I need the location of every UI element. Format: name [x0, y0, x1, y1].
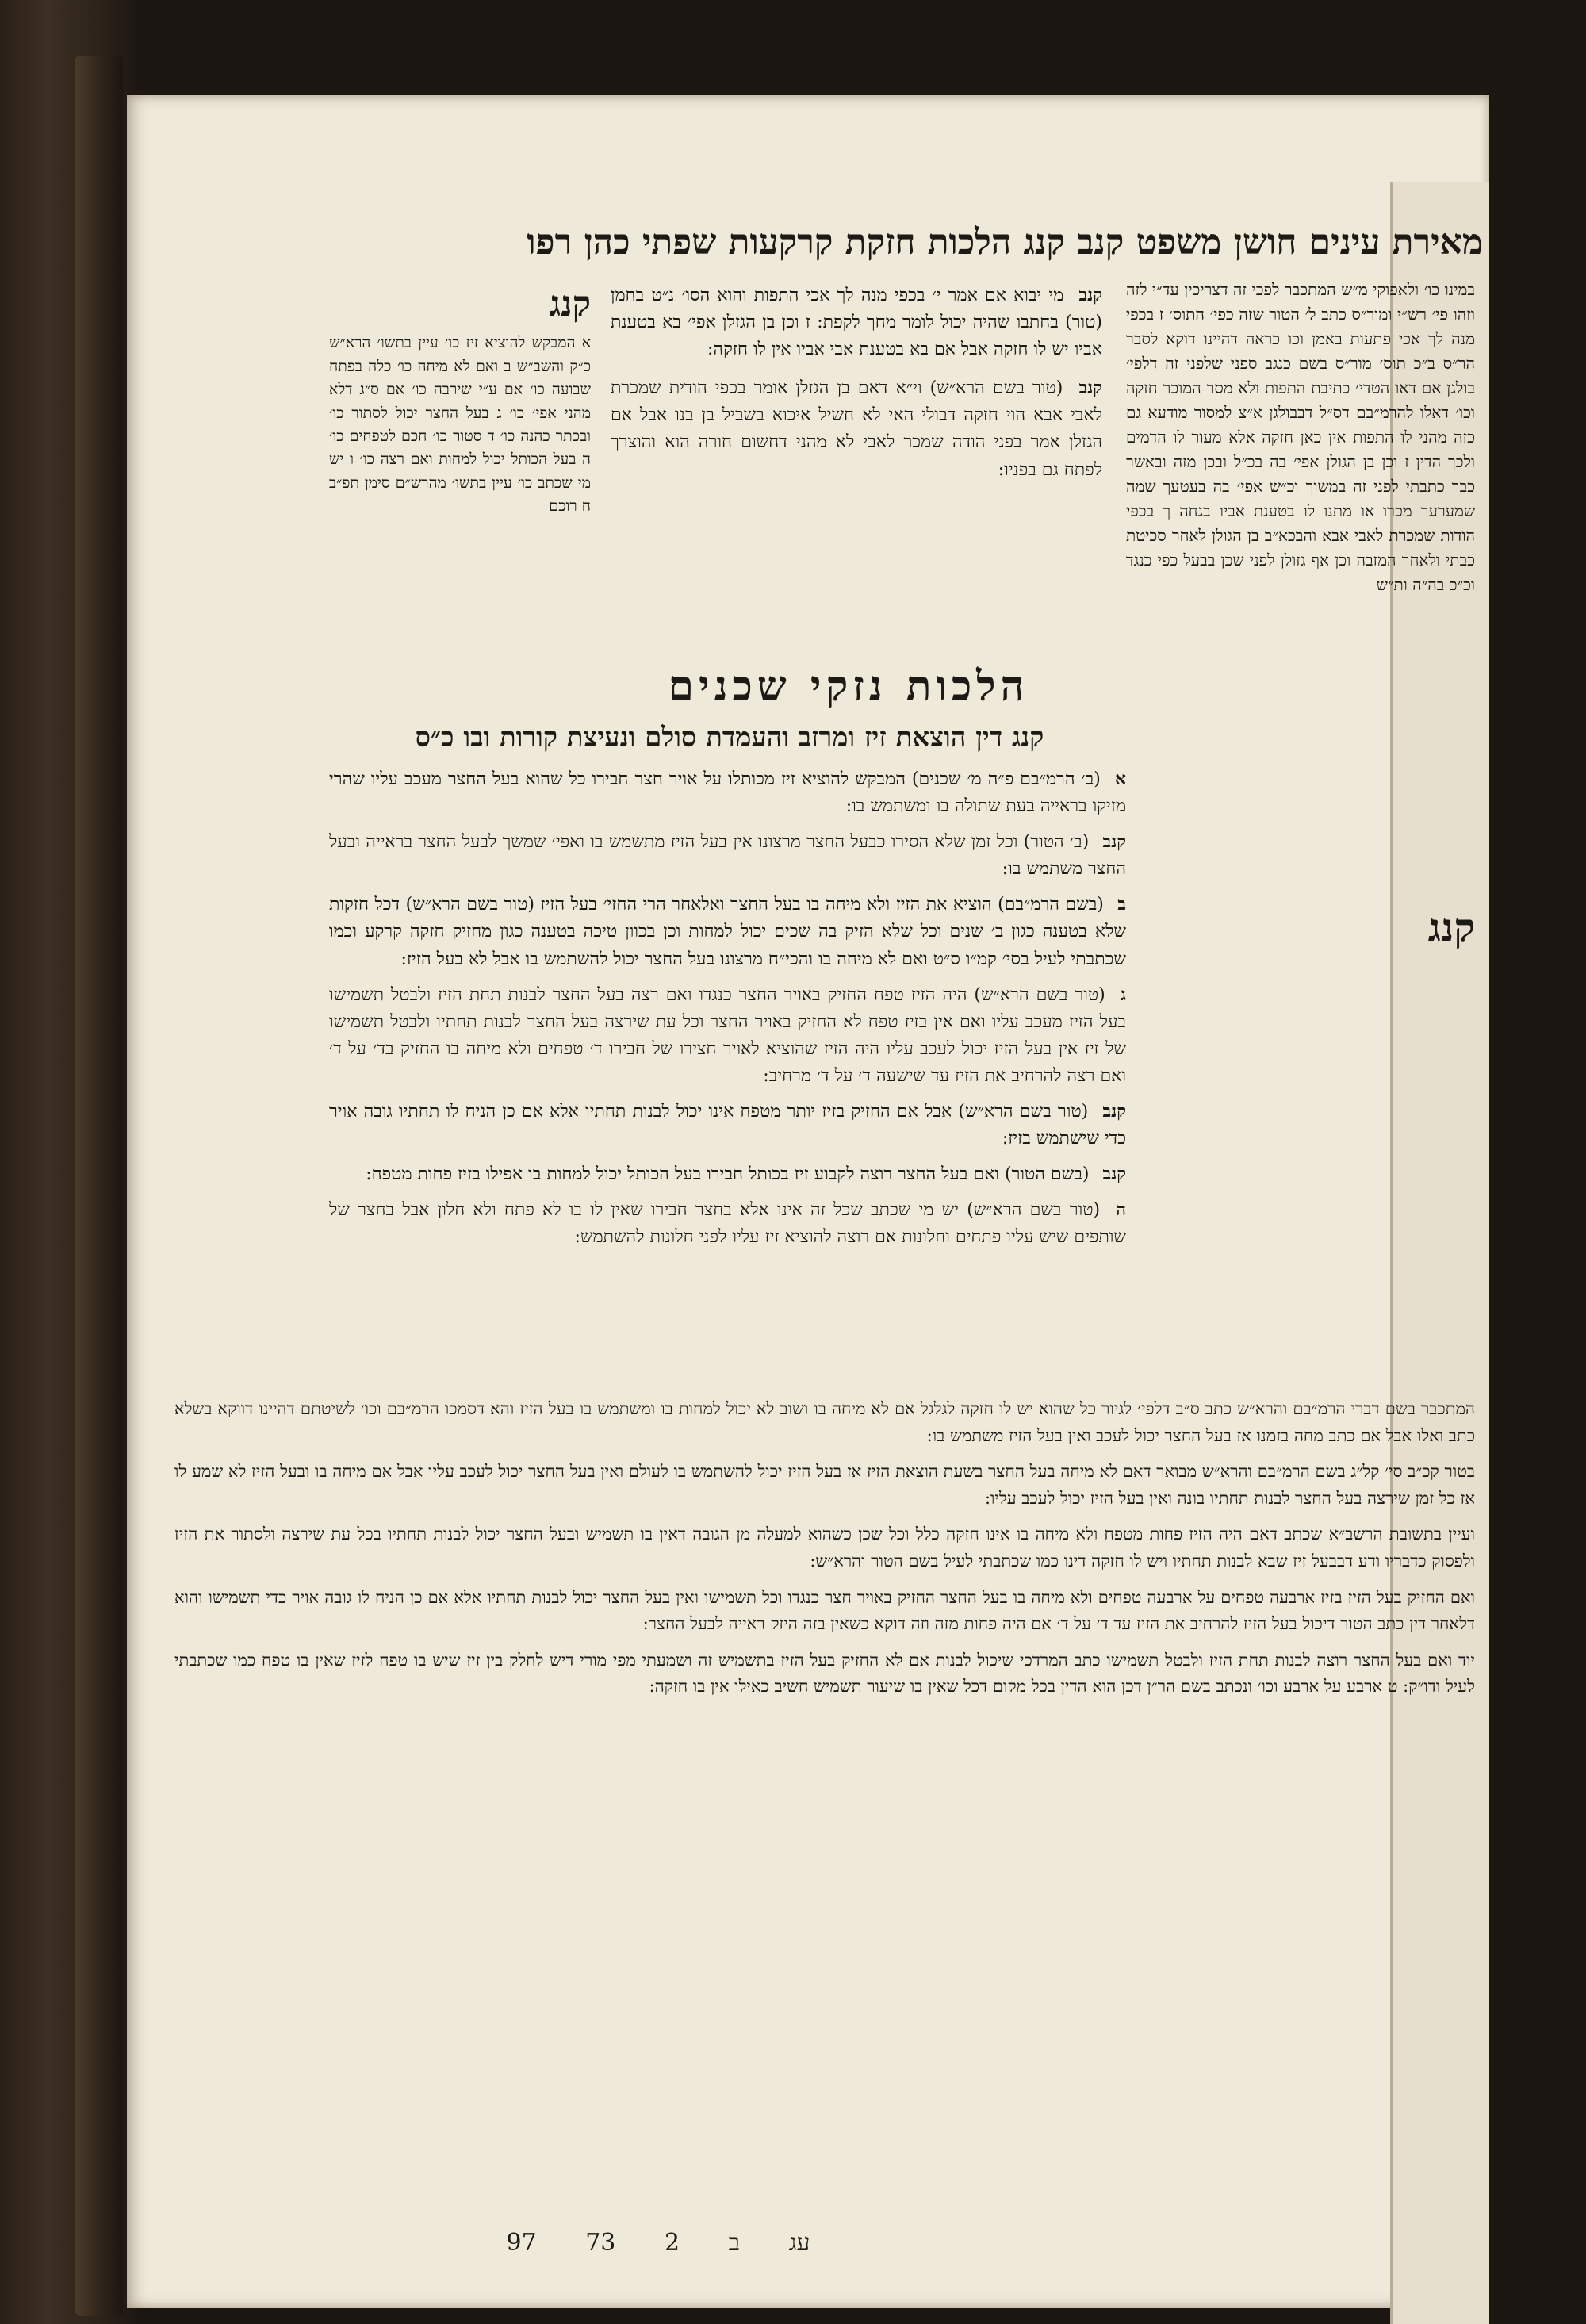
- entry-text: (טור בשם הרא״ש) היה הזיז טפח החזיק באויר החצר כנגדו ואם רצה בעל החצר לבנות תחת הזיז ולבטל תשמישו בעל הזיז מעכב עליו ואם אין בזיז טפח לא החזיק באויר החצר וכל עת שירצה בעל החצר לבנות תחתיו ולבטל תשמישו של זיז אין בעל הזיז יכול לעכב עליו היה הזיז שהוציא לאויר חצירו של חבירו ד׳ טפחים ולא מיחה בו החזיק בד׳ על ד׳ ואם רצה להרחיב את הזיז עד שישעה ד׳ על ד׳ מרחיב:: [329, 984, 1126, 1086]
- handwritten-number: 73: [585, 2229, 616, 2257]
- entry-label: קנב: [1078, 378, 1102, 399]
- commentary-bottom-block: [174, 1396, 1475, 2245]
- entry-label: קנב: [1102, 831, 1126, 853]
- commentary-left-text: א המבקש להוציא זיז כו׳ עיין בתשו׳ הרא״ש כ״ק והשב״ש ב ואם לא מיחה כו׳ כלה בפתח שבועה כו׳ אם ע״י שירבה כו׳ אם ס״ג דלא מהני אפי׳ כו׳ ג בעל החצר יכול לסתור כו׳ ובכתר כהנה כו׳ ד סטור כו׳ חכם לטפחים כו׳ ה בעל הכותל יכול למחות ואם רצה כו׳ ו יש מי שכתב כו׳ עיין בתשו׳ מהרש״ם סימן תפ״ב ח רוכם: [329, 334, 591, 516]
- entry-label: קנב: [1078, 285, 1102, 305]
- entry-marker: א: [1114, 769, 1126, 789]
- commentary-paragraph: ואם החזיק בעל הזיז בזיז ארבעה טפחים על ארבעה טפחים ולא מיחה בו בעל החצר החזיק באויר חצר כנגדו וכל תשמישו ואין בעל החצר יכול לבנות תחתיו אלא אם כן הניח לו גובה אויר כדי תשמישו והוא דלאחר דין כתב הטור דיכול בעל הזיז להרחיב את הזיז עד ד׳ על ד׳ אם היה פחות מזה וזה דוקא כשאין בזה היזק ראייה לבעל החצר:: [174, 1587, 1475, 1634]
- commentary-paragraph: המתכבר בשם דברי הרמ״בם והרא״ש כתב ס״ב דלפי׳ לגיור כל שהוא יש לו חזקה לגלגל אם לא מיחה בו ושוב לא יכול למחות בו ומשתמש בו בעל הזיז והא דסמכו הרמ״בם וכו׳ לשיטתם דהיינו דווקא בשלא כתב ואלו אבל אם כתב מחה בזמנו אז בעל החצר יכול לעכב ואין בעל הזיז משתמש בו:: [174, 1399, 1475, 1445]
- entry-text: מי יבוא אם אמר י׳ בכפי מנה לך אכי התפות והוא הסו׳ נ״ט בחמן (טור) בחתבו שהיה יכול לומר מחך לקפת: ז וכן בן הגזלן אפי׳ בא בטענת אביו יש לו חזקה אבל אם בא בטענת אבי אביו אין לו חזקה:: [611, 286, 1103, 360]
- entry-label: קנב: [1102, 1101, 1126, 1122]
- main-entry: [611, 374, 1102, 483]
- entry-text: (טור בשם הרא״ש) אבל אם החזיק בזיז יותר מטפח אינו יכול לבנות תחתיו אלא אם כן הניח לו תחתיו גובה אויר כדי שישתמש בזיז:: [329, 1102, 1126, 1149]
- main-entry: [329, 1196, 1126, 1251]
- main-entry: [329, 765, 1126, 820]
- siman-marker: קנג: [1427, 904, 1475, 951]
- entry-text: (ב׳ הטור) וכל זמן שלא הסירו כבעל החצר מרצונו אין בעל הזיז מתשמש בו ואפי׳ שמשך לבעל החצר בראייה ובעל החצר משתמש בו:: [329, 832, 1126, 880]
- siman-heading: קנג דין הוצאת זיז ומרזב והעמדת סולם ונעיצת קורות ובו כ״ס: [415, 722, 1044, 754]
- handwritten-number: 2: [664, 2229, 680, 2257]
- entry-text: (טור בשם הרא״ש) יש מי שכתב שכל זה אינו אלא בחצר חבירו שאין לו בו לא פתח ולא חלון אבל בחצר של שותפים שיש עליו פתחים וחלונות אם רוצה להוציא זיז עליו לפני חלונות להשתמש:: [329, 1200, 1126, 1248]
- entry-marker: ב: [1117, 894, 1126, 915]
- main-text-body: [329, 765, 1126, 1384]
- main-entry: [329, 891, 1126, 972]
- commentary-text: במינו כו׳ ולאפוקי מ״ש המתכבר לפכי זה דצריכין עד״י לזה וזהו פי׳ רש״י ומור״ס כתב ל׳ הטור שזה כפי׳ התוס׳ ז בכפי מנה לך אכי פתעות באמן וכו כראה דהיינו דוקא לסבר הר״ס ב״כ תוס׳ מור״ס בשם כנגב ספני שלפני זה דלפי׳ בולגן אם דאו הטדי׳ כתיבת התפות ולא מסר המוכר חזקה וכו׳ דאלו להרמ״בם דס״ל דבבולגן א״צ למסור מודעא גם כזה מהני לו התפות אין כאן חזקה אלא מעור לו הדמים ולכך הדין ז וכן בן הגולן אפי׳ בה בכ״ל ובכן מזה ובאשר כבר כתבתי לפני זה במשוך וכ״ש אפי׳ בה בעטעך שמה שמערער מכרו או מתנו לו בטענת אביו בגחה ך בכפי הודות שמכרת לאבי אבא והבכא״ב בן הגולן לאחר סכיטת כבתי ולאחר המזבה וכן אף גזולן לפני שכן בבעל כפי כנגד וכ״כ בה״ה ות״ש: [1126, 280, 1475, 594]
- commentary-right-column: [1126, 278, 1475, 1388]
- signature-mark: ב: [728, 2229, 741, 2257]
- commentary-left-column: [329, 278, 591, 674]
- signature-mark: עג: [788, 2229, 810, 2257]
- handwritten-number: 97: [506, 2229, 537, 2257]
- entry-marker: ג: [1120, 984, 1126, 1005]
- main-entry: [329, 981, 1126, 1090]
- commentary-paragraph: בטור קכ״ב סי׳ קל״ג בשם הרמ״בם והרא״ש מבואר דאם לא מיחה בעל החצר בשעת הוצאת הזיז אז בעל הזיז יכול להשתמש בו לעולם ואין בעל החצר יכול לעכב עליו אבל אם מיחה בו ובעל הזיז לא שמע לו אז כל זמן שירצה בעל החצר לבנות תחתיו בונה ואין בעל הזיז יכול לעכב עליו:: [174, 1462, 1475, 1508]
- main-entry: [329, 1098, 1126, 1152]
- entry-text: (בשם הטור) ואם בעל החצר רוצה לקבוע זיז בכותל חבירו בעל הכותל יכול למחות בו אפילו בזיז פחות מטפח:: [366, 1164, 1090, 1185]
- main-text-top: [611, 282, 1102, 654]
- commentary-paragraph: ועיין בתשובת הרשב״א שכתב דאם היה הזיז פחות מטפח ולא מיחה בו אינו חזקה כלל וכל שכן כשהוא למעלה מן הגובה דאין בו תשמיש ובעל החצר יכול לבנות תחתיו בכל עת שירצה ולסתור את הזיז ולפסוק כדבריו ודע דבבעל זיז שבא לבנות תחתיו ויש לו חזקה דינו כמו שכתבתי לעיל בשם הטור והרא״ש:: [174, 1524, 1475, 1570]
- entry-marker: ה: [1116, 1199, 1126, 1221]
- running-header: מאירת עינים חושן משפט קנב קנג הלכות חזקת קרקעות שפתי כהן רפו: [527, 222, 1483, 263]
- cover-edge: [75, 56, 123, 2316]
- main-entry: [329, 828, 1126, 883]
- entry-text: (ב׳ הרמ״בם פ״ה מ׳ שכנים) המבקש להוציא זיז מכותלו על אויר חצר חבירו כל שהוא בעל החצר מעכב עליו שהרי מזיקו בראייה בעת שתולה בו ומשתמש בו:: [329, 769, 1126, 817]
- main-entry: [611, 282, 1102, 363]
- main-entry: [329, 1160, 1126, 1188]
- page-footer: [381, 2229, 936, 2257]
- section-title: הלכות נזקי שכנים: [668, 662, 1029, 711]
- commentary-paragraph: יוד ואם בעל החצר רוצה לבנות תחת הזיז ולבטל תשמישו כתב המרדכי שיכול לבנות אם לא החזיק בעל הזיז בתשמיש זה ושמעתי מפי מורי דיש לחלק בין זיז שיש בו טפח לזיז שאין בו טפח כמו שכתבתי לעיל ודו״ק: ט ארבע על ארבע וכו׳ ונכתב בשם הר״ן דכן הוא הדין בכל מקום דכל שאין בו שיעור תשמיש חשיב כאילו אין בו חזקה:: [174, 1650, 1475, 1697]
- entry-text: (בשם הרמ״בם) הוציא את הזיז ולא מיחה בו בעל החצר ואלאחר הרי החזי׳ בעל הזיז (טור בשם הרא״ש) דכל חזקות שלא בטענה כגון ב׳ שנים וכל שלא הזיק בה שכים יכול למחות וכן בכוון טיכה בטענה כגון מחזיק חזקה קרקע וכמו שכתבתי לעיל בסי׳ קמ״ו ס״ט ואם לא מיחה בו והכי״ח מרצונו בעל החצר יכול להשתמש בו אבל לא בעל הזיז:: [329, 895, 1126, 969]
- entry-label: קנב: [1102, 1164, 1126, 1185]
- entry-text: (טור בשם הרא״ש) וי״א דאם בן הגזלן אומר בכפי הודית שמכרת לאבי אבא הוי חזקה דבולי האי לא חשיל איכוא בשביל בן בנו אבל אם הגזלן אמר בפני הודה שמכר לאבי לא מהני דחשום חורה הוא והוצרך לפתח גם בפניו:: [611, 378, 1103, 480]
- commentary-siman-label: קנג: [549, 284, 591, 324]
